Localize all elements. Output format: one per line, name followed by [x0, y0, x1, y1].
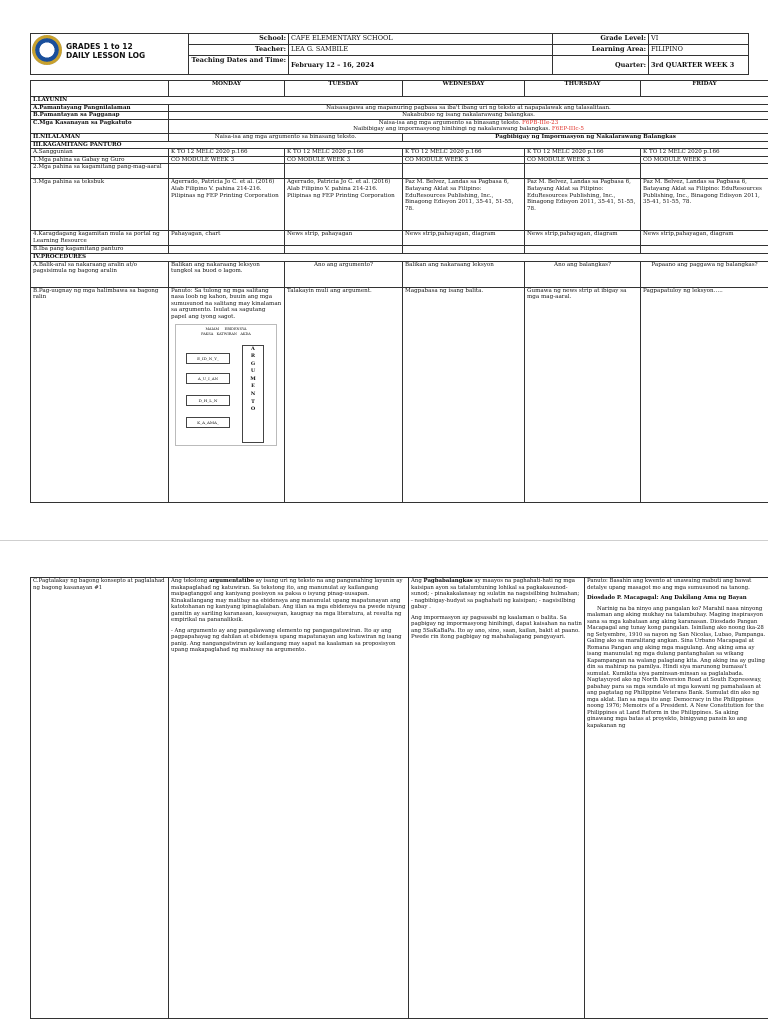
mon-p1: ay isang uri ng teksto na ang pangunahing layunin ay makapaglahad ng katuwiran. Sa tekstong ito, ang manunulat ay kailangang maipagtanggol ang kaniyang posisyon sa paksa o isyung pinag-uusapan. Kinakailangang may matibay na ebidensya ang manunulat upang mapatunayan ang katotohanan ng kaniyang ipinaglalaban. Ang iilan sa mga ebidensya na pwede niyang gamitin ay sariling karanasan, kasaysayan, kaugnay na mga literatura, at resulta ng empirikal na pananaliksik.	[171, 578, 405, 623]
pag-uugnay-fri: Pagpapatuloy ng leksyon…..	[641, 287, 768, 502]
pagganap-value: Nakabubuo ng isang nakalarawang balangkas.	[169, 112, 768, 120]
karagdagan-thu: News strip,pahayagan, diagram	[525, 231, 641, 246]
logo-line-2: DAILY LESSON LOG	[66, 51, 145, 60]
day-wednesday: WEDNESDAY	[403, 81, 525, 97]
pagtalakay-mon-tue	[169, 578, 409, 1019]
diagram-letter: N	[243, 391, 263, 399]
diagram-word: PAKSA	[201, 332, 213, 336]
mon-p2: - Ang argumento ay ang pangalawang elemento ng pangangatuwiran. Ito ay ang pagpapahayag ng dahilan at ebidensya upang mapatunayan ang katuwiran ng isang panig. Ang nangangatwiran ay kailangang may sapat na kaalaman sa proposisyon upang makapaglahad ng mahusay na argumento.	[171, 628, 406, 654]
teksbuk-wed: Paz M. Belvez, Landas sa Pagbasa 6, Batayang Aklat sa Filipino: EduResources Publishing, Inc., Binagong Edisyon 2011, 35-41, 51-55, 78.	[403, 179, 525, 231]
empty-cell	[641, 164, 768, 179]
day-thursday: THURSDAY	[525, 81, 641, 97]
pamantayan-value: Naisasagawa ang mapanuring pagbasa sa iba't ibang uri ng teksto at napapalawak ang talasalitaan.	[169, 104, 768, 112]
mon-p1-bold: argumentatibo	[209, 578, 254, 584]
balik-aral-mon: Balikan ang nakaraang leksyon tungkol sa buod o lagom.	[169, 261, 285, 287]
fri-title: Diosdado P. Macapagal: Ang Dakilang Ama ng Bayan	[587, 595, 766, 602]
day-monday: MONDAY	[169, 81, 285, 97]
nilalaman-label: II.NILALAMAN	[31, 133, 169, 141]
day-tuesday: TUESDAY	[285, 81, 403, 97]
gabay-1-tue: K TO 12 MELC 2020 p.166	[285, 149, 403, 157]
teksbuk-label: 3.Mga pahina sa teksbuk	[31, 179, 169, 231]
empty-cell	[641, 246, 768, 254]
mon-p1-pre: Ang tekstong	[171, 578, 209, 584]
wed-p1-pre: Ang	[411, 578, 424, 584]
diagram-letter: U	[243, 368, 263, 376]
pag-uugnay-wed: Magpabasa ng isang balita.	[403, 287, 525, 502]
day-friday: FRIDAY	[641, 81, 768, 97]
school-value: CAFE ELEMENTARY SCHOOL	[289, 34, 553, 45]
quarter-label: Quarter:	[553, 56, 649, 75]
pag-uugnay-thu: Gumawa ng news strip at ibigay sa mga mag-aaral.	[525, 287, 641, 502]
lesson-log-page-2	[0, 540, 768, 1025]
diagram-letter: A	[243, 346, 263, 354]
section-procedures: IV.PROCEDURES	[31, 253, 768, 261]
kasanayan-1-code: F6PB-IIIe-23	[522, 120, 558, 126]
quarter-value: 3rd QUARTER WEEK 3	[649, 56, 749, 75]
pagtalakay-fri	[585, 578, 768, 1019]
time-label: Teaching Dates and Time:	[189, 56, 289, 75]
dates-value: February 12 – 16, 2024	[289, 56, 553, 75]
pagtalakay-label: C.Pagtalakay ng bagong konsepto at paglalahad ng bagong kasanayan #1	[31, 578, 169, 1019]
wed-p1-bold: Pagbabalangkas	[424, 578, 473, 584]
fri-p1: Panuto: Basahin ang kwento at unawaing mabuti ang bawat detalye upang masagot mo ang mga sumusunod na tanong.	[587, 578, 766, 591]
teksbuk-tue: Agerrado, Patricia Jo C. et al. (2016) Alab Filipino V. pahina 214-216. Pilipinas ng FEP Printing Corporation	[285, 179, 403, 231]
karagdagan-label: 4.Karagdagang kagamitan mula sa portal ng Learning Resource	[31, 231, 169, 246]
pagtalakay-wed-thu	[409, 578, 585, 1019]
diagram-word: KATWIRAN	[217, 332, 237, 336]
diagram-letter: O	[243, 406, 263, 414]
gabay-1-thu: K TO 12 MELC 2020 p.166	[525, 149, 641, 157]
gabay-1-mon: K TO 12 MELC 2020 p.166	[169, 149, 285, 157]
logo-cell	[31, 34, 189, 75]
diagram-word-bank	[180, 327, 272, 337]
balik-aral-fri: Papaano ang paggawa ng balangkas?	[641, 261, 768, 287]
kasanayan-2-code: F6EP-IIIc-5	[552, 126, 584, 132]
header-table	[30, 33, 749, 75]
diagram-letter: M	[243, 376, 263, 384]
nilalaman-right: Pagbibigay ng Impormasyon ng Nakalarawang Balangkas	[403, 133, 768, 141]
lesson-table	[30, 80, 768, 503]
empty-cell	[285, 164, 403, 179]
gabay-2-wed: CO MODULE WEEK 3	[403, 156, 525, 164]
empty-cell	[285, 246, 403, 254]
diagram-letter: G	[243, 361, 263, 369]
area-value: FILIPINO	[649, 45, 749, 56]
gabay-2-tue: CO MODULE WEEK 3	[285, 156, 403, 164]
lesson-table-continued	[30, 577, 768, 1019]
balik-aral-thu: Ano ang balangkas?	[525, 261, 641, 287]
wed-p2: Ang impormasyon ay pagsasabi ng kaalaman o balita. Sa pagbigay ng impormasyong hinihingi, dapat kaisahan na natin ang 5SaKaBaPa. Ito ay ano, sino, saan, kailan, bakit at paano. Pwede rin itong pagbigay ng mahahalagang pangyayari.	[411, 615, 582, 641]
logo-line-1: GRADES 1 to 12	[66, 42, 145, 51]
kasanayan-label: C.Mga Kasanayan sa Pagkatuto	[31, 119, 169, 133]
diagram-letter: T	[243, 399, 263, 407]
diagram-box: D_H_L_N	[186, 395, 230, 406]
pag-uugnay-mon-text: Panuto: Sa tulong ng mga salitang nasa loob ng kahon, buuin ang mga sumusunod na salitang may kinalaman sa argumento. Isulat sa sagutang papel ang iyong sagot.	[171, 288, 282, 321]
empty-cell	[403, 246, 525, 254]
empty-cell	[169, 246, 285, 254]
sanggunian-label: A.Sanggunian	[31, 149, 169, 157]
teksbuk-mon: Agerrado, Patricia Jo C. et al. (2016) Alab Filipino V. pahina 214-216. Pilipinas ng FEP Printing Corporation	[169, 179, 285, 231]
gabay-1-wed: K TO 12 MELC 2020 p.166	[403, 149, 525, 157]
empty-cell	[525, 164, 641, 179]
wed-p1: ay maayos na paghahati-hati ng mga kaisipan ayon sa tatalumtuning lohikal sa pagkakasunod-sunod; - pinakakalansay ng sulatin na nagsisilbing hulmahan; - nagbibigay-hudyat sa paghahati ng kaisipan; - nagsisilbing gabay .	[411, 578, 579, 610]
teksbuk-thu: Paz M. Belvez, Landas sa Pagbasa 6, Batayang Aklat sa Filipino: EduResources Publishing, Inc., Binagong Edisyon 2011, 35-41, 51-55, 78.	[525, 179, 641, 231]
pagganap-label: B.Pamantayan sa Pagganap	[31, 112, 169, 120]
empty-cell	[403, 164, 525, 179]
kasanayan-value	[169, 119, 768, 133]
area-label: Learning Area:	[553, 45, 649, 56]
gabay-2-thu: CO MODULE WEEK 3	[525, 156, 641, 164]
argument-diagram	[175, 324, 277, 446]
nilalaman-left: Naisa-isa ang mga argumento sa binasang teksto.	[169, 133, 403, 141]
fri-p2: Narinig na ba ninyo ang pangalan ko? Marahil nasa ninyong malaman ang aking mukhay na talambuhay. Maging inspirasyon sana sa mga kabataan ang aking karanasan. Diosdado Pangan Macapagal ang tunay kong pangalan. Isinilang ako noong ika-28 ng Setyembre, 1910 sa nayon ng San Nicolas, Lubao, Pampanga. Galing ako sa maralitang angkan. Sina Urbano Macapagal at Romana Pangan ang aking mga magulang. Ang aking ama ay isang manunulat ng mga dulang pantanghalan sa wikang Kapampangan na walang palagiang kita. Ang aking ina ay guling din sa mahirap na pamilya. Hindi siya marunong bumasa't sumulat. Kumikita siya paminsan-minsan sa paglalabada. Nagtayuyod ako ng North Diversion Road at South Expressway, pabahay para sa mga sundalo at mga kawani ng pamahalaan at ang pagtatag ng Philippine Veterans Bank. Sumulat din ako ng mga aklat. Ilan sa mga ito ang: Democracy in the Philippines noong 1976; Memoirs of a President. A New Constitution for the Philippines at Land Reform in the Philippines. Sa aking ginawang mga batas at proyekto, binigyang pansin ko ang kapakanan ng	[587, 606, 766, 730]
gabay-label: 1.Mga pahina sa Gabay ng Guro	[31, 156, 169, 164]
diagram-letter: R	[243, 353, 263, 361]
karagdagan-wed: News strip,pahayagan, diagram	[403, 231, 525, 246]
diagram-box: A_U_I_AN	[186, 373, 230, 384]
diagram-box: E_ID_N_Y_	[186, 353, 230, 364]
karagdagan-fri: News strip,pahayagan, diagram	[641, 231, 768, 246]
diagram-word: AKDA	[240, 332, 250, 336]
gabay-2-mon: CO MODULE WEEK 3	[169, 156, 285, 164]
school-label: School:	[189, 34, 289, 45]
empty-cell	[525, 246, 641, 254]
pag-uugnay-tue: Talakayin muli ang argument.	[285, 287, 403, 502]
karagdagan-tue: News strip, pahayagan	[285, 231, 403, 246]
karagdagan-mon: Pahayagan, chart	[169, 231, 285, 246]
balik-aral-tue: Ano ang argumento?	[285, 261, 403, 287]
diagram-box: K_A_AMA_	[186, 417, 230, 428]
balik-aral-label: A.Balik-aral sa nakaraang aralin at/o pagsisimula ng bagong aralin	[31, 261, 169, 287]
pag-uugnay-label: B.Pag-uugnay ng mga halimbawa sa bagong ralin	[31, 287, 169, 502]
teacher-value: LEA G. SAMBILE	[289, 45, 553, 56]
teacher-label: Teacher:	[189, 45, 289, 56]
pag-uugnay-mon	[169, 287, 285, 502]
balik-aral-wed: Balikan ang nakaraang leksyon	[403, 261, 525, 287]
diagram-word: MAIAM	[205, 327, 219, 331]
section-layunin: I.LAYUNIN	[31, 97, 768, 105]
pamantayan-label: A.Pamantayang Pangnilalaman	[31, 104, 169, 112]
diagram-word: EBIDENSYA	[225, 327, 247, 331]
kasanayan-2: Naibibigay ang impormasyong hinihingi ng nakalarawang balangkas.	[353, 126, 550, 132]
corner-cell	[31, 81, 169, 97]
kasanayan-1: Naisa-isa ang mga argumento sa binasang teksto.	[379, 120, 521, 126]
empty-cell	[169, 164, 285, 179]
mag-aaral-label: 2.Mga pahina sa kagamitang pang-mag-aaral	[31, 164, 169, 179]
teksbuk-fri: Paz M. Belvez, Landas sa Pagbasa 6, Batayang Aklat sa Filipino: EduResources Publishing, Inc., Binagong Edisyon 2011, 35-41, 51-55, 78.	[641, 179, 768, 231]
gabay-1-fri: K TO 12 MELC 2020 p.166	[641, 149, 768, 157]
section-kagamitan: III.KAGAMITANG PANTURO	[31, 141, 768, 149]
iba-pa-label: B.Iba pang kagamitang panturo	[31, 246, 169, 254]
grade-value: VI	[649, 34, 749, 45]
gabay-2-fri: CO MODULE WEEK 3	[641, 156, 768, 164]
diagram-letter: E	[243, 383, 263, 391]
grade-label: Grade Level:	[553, 34, 649, 45]
diagram-argumento-box	[242, 345, 264, 443]
